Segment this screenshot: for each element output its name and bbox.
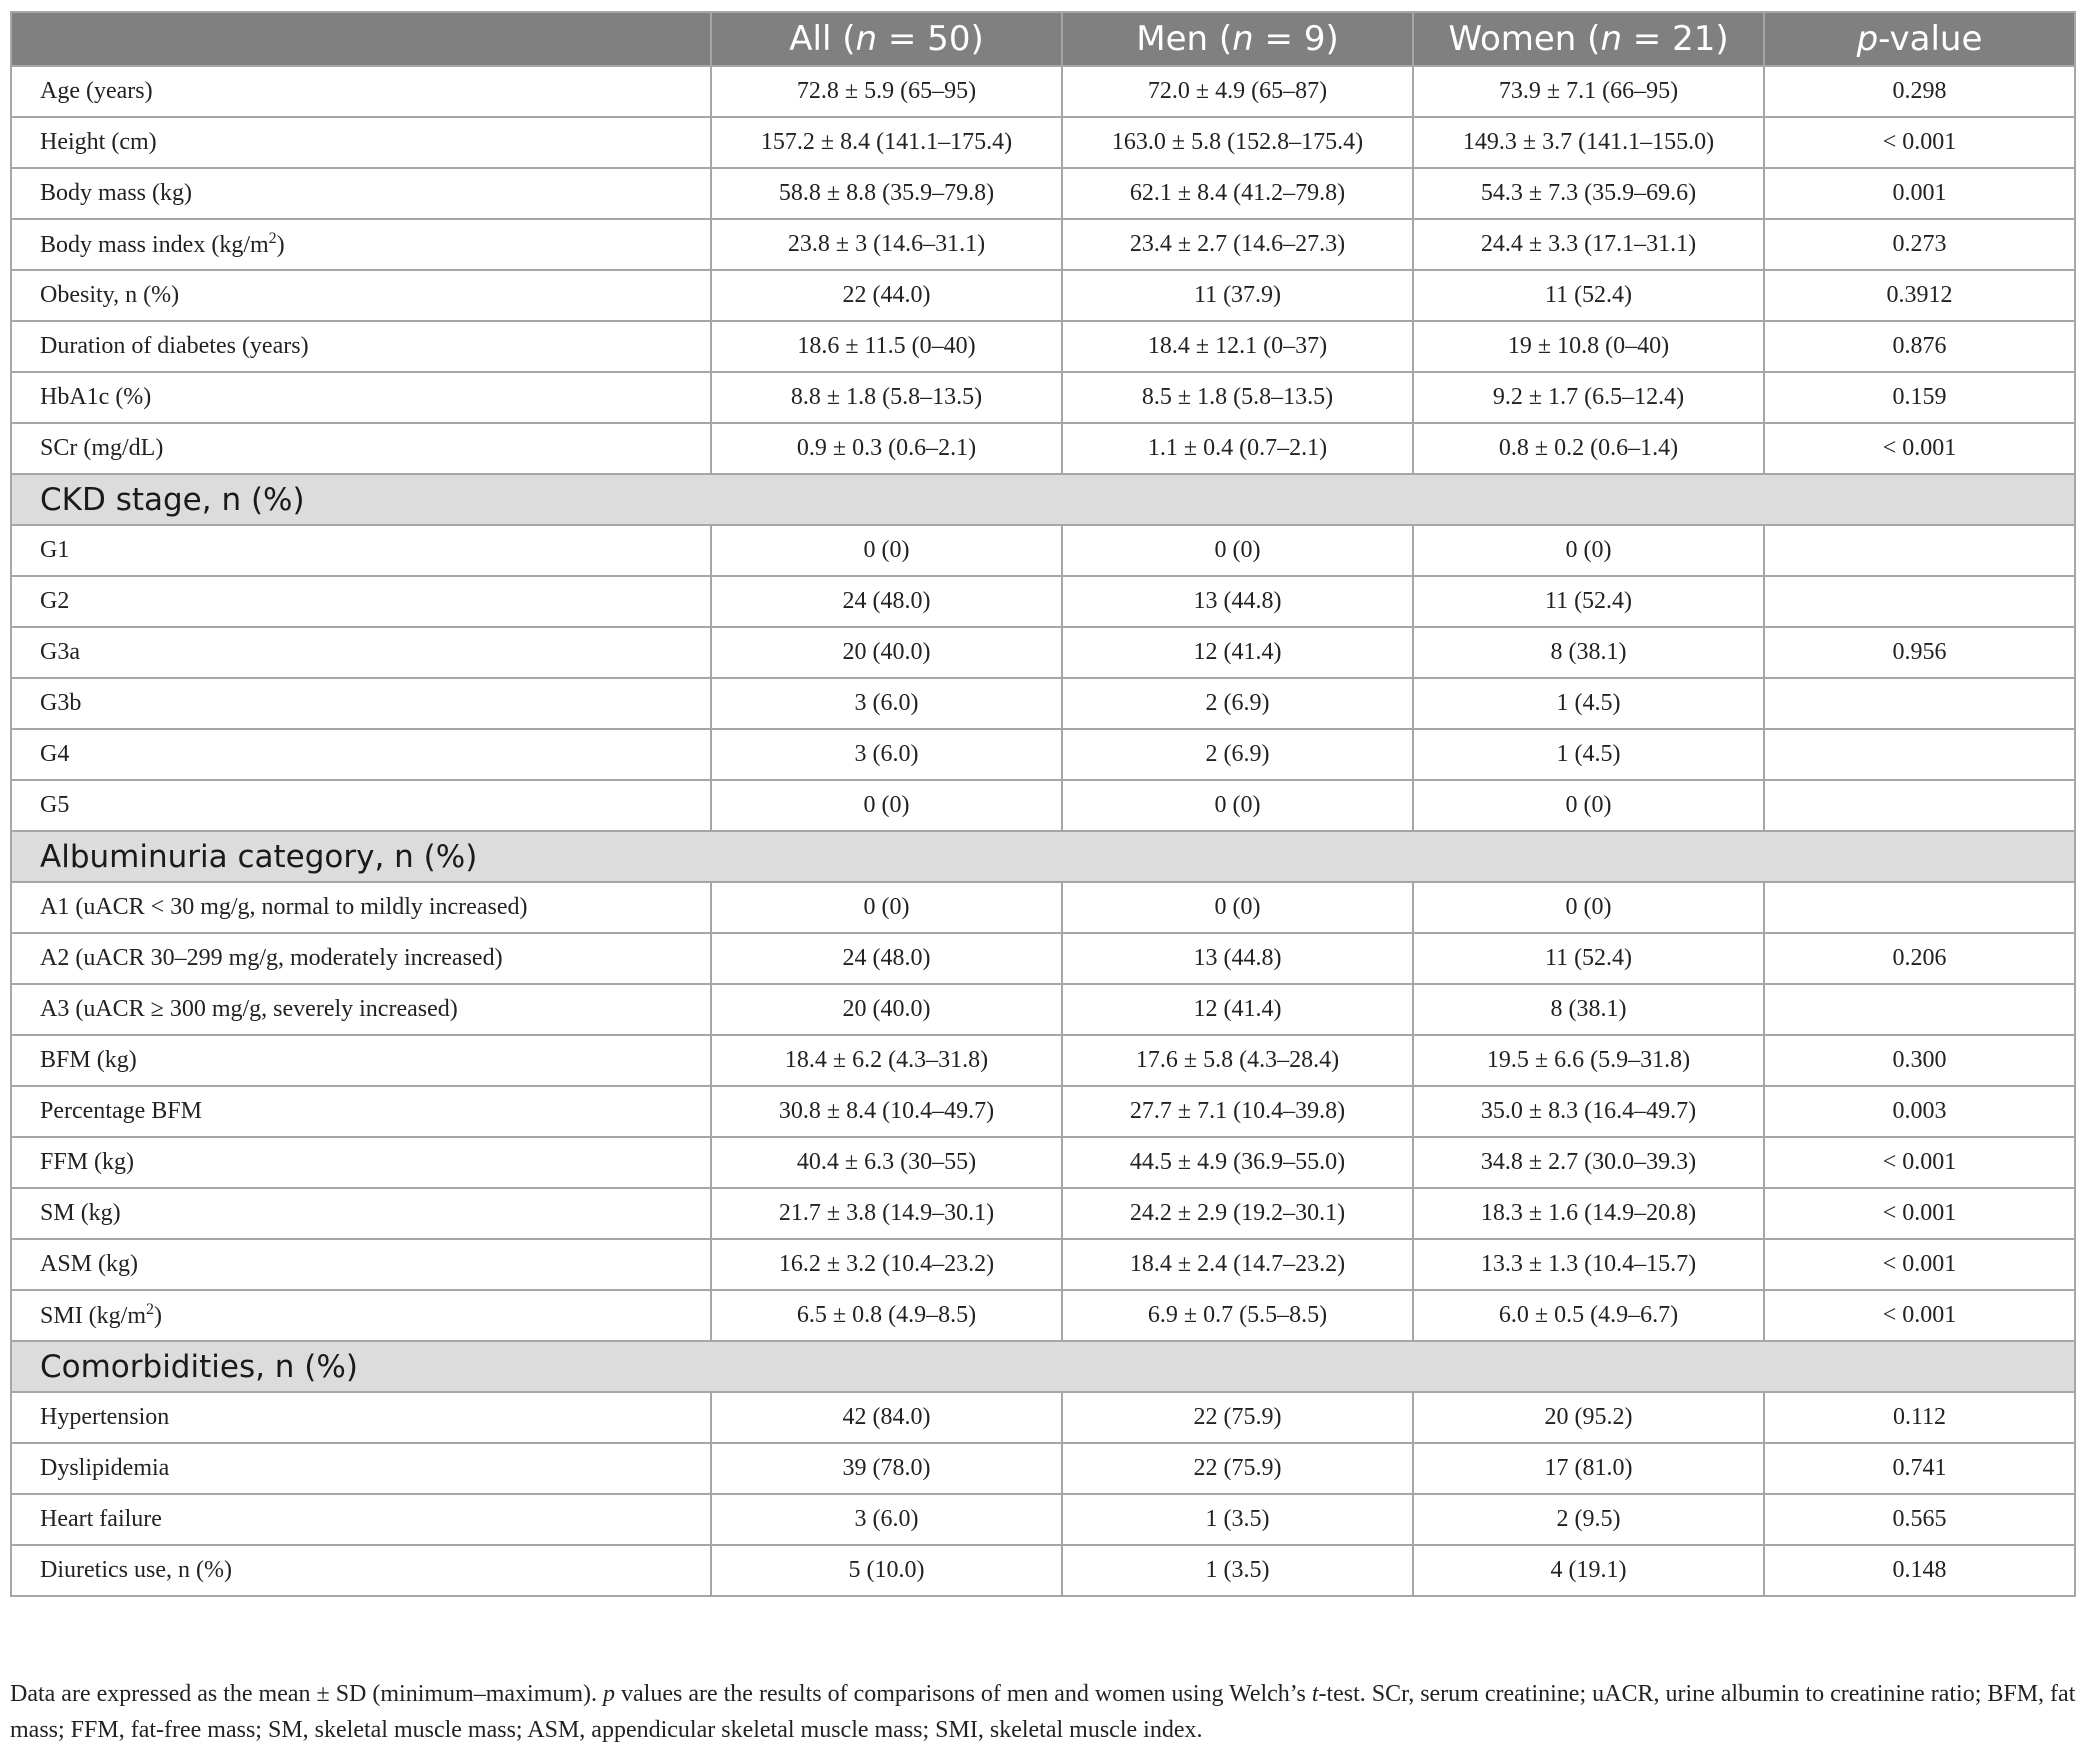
row-label: SMI $(kg/m^2)$ — [11, 1290, 711, 1341]
table-row — [11, 1086, 2075, 1137]
cell-p-value: 0.003 — [1764, 1086, 2075, 1137]
cell-all: 20 (40.0) — [711, 984, 1062, 1035]
cell-women: 6.0 ± 0.5 (4.9–6.7) — [1413, 1290, 1764, 1341]
cell-p-value — [1764, 729, 2075, 780]
cell-women: 24.4 ± 3.3 (17.1–31.1) — [1413, 219, 1764, 270]
cell-all: 157.2 ± 8.4 (141.1–175.4) — [711, 117, 1062, 168]
cell-men: 12 (41.4) — [1062, 984, 1413, 1035]
cell-all: 23.8 ± 3 (14.6–31.1) — [711, 219, 1062, 270]
cell-men: 72.0 ± 4.9 (65–87) — [1062, 66, 1413, 117]
cell-all: 0 (0) — [711, 525, 1062, 576]
cell-women: 8 (38.1) — [1413, 627, 1764, 678]
row-label: SM (kg) — [11, 1188, 711, 1239]
cell-all: 18.4 ± 6.2 (4.3–31.8) — [711, 1035, 1062, 1086]
row-label: G5 — [11, 780, 711, 831]
cell-all: 16.2 ± 3.2 (10.4–23.2) — [711, 1239, 1062, 1290]
row-label: G2 — [11, 576, 711, 627]
cell-p-value — [1764, 984, 2075, 1035]
section-title: CKD stage, n (%) — [11, 474, 2075, 525]
cell-men: 0 (0) — [1062, 882, 1413, 933]
table-row — [11, 576, 2075, 627]
cell-women: 11 (52.4) — [1413, 576, 1764, 627]
table-row — [11, 525, 2075, 576]
cell-men: 2 (6.9) — [1062, 729, 1413, 780]
cell-p-value — [1764, 525, 2075, 576]
row-label: Age (years) — [11, 66, 711, 117]
cell-all: 0 (0) — [711, 780, 1062, 831]
cell-all: 21.7 ± 3.8 (14.9–30.1) — [711, 1188, 1062, 1239]
cell-women: 0 (0) — [1413, 882, 1764, 933]
section-title: Comorbidities, n (%) — [11, 1341, 2075, 1392]
cell-men: 0 (0) — [1062, 525, 1413, 576]
cell-women: 1 (4.5) — [1413, 678, 1764, 729]
cell-all: 6.5 ± 0.8 (4.9–8.5) — [711, 1290, 1062, 1341]
header-cell-p-value: p-value — [1764, 12, 2075, 66]
cell-men: 24.2 ± 2.9 (19.2–30.1) — [1062, 1188, 1413, 1239]
section-header-row — [11, 1341, 2075, 1392]
table-row — [11, 1443, 2075, 1494]
cell-all: 72.8 ± 5.9 (65–95) — [711, 66, 1062, 117]
cell-p-value: 0.298 — [1764, 66, 2075, 117]
cell-all: 39 (78.0) — [711, 1443, 1062, 1494]
footnote-text: -test. SCr, serum creatinine; uACR, urine albumin to creatinine ratio; BFM, fat mass; FFM, fat-free mass; SM, skeletal muscle mass; ASM, appendicular skeletal muscle mass; SMI, skeletal muscle index. — [10, 1681, 2076, 1743]
table-row — [11, 1239, 2075, 1290]
cell-women: 9.2 ± 1.7 (6.5–12.4) — [1413, 372, 1764, 423]
cell-men: 8.5 ± 1.8 (5.8–13.5) — [1062, 372, 1413, 423]
header-cell-men: Men (n = 9) — [1062, 12, 1413, 66]
cell-p-value: < 0.001 — [1764, 117, 2075, 168]
cell-p-value: 0.565 — [1764, 1494, 2075, 1545]
row-label: G3b — [11, 678, 711, 729]
table-row — [11, 780, 2075, 831]
cell-men: 22 (75.9) — [1062, 1392, 1413, 1443]
cell-p-value: 0.159 — [1764, 372, 2075, 423]
cell-all: 0.9 ± 0.3 (0.6–2.1) — [711, 423, 1062, 474]
cell-women: 4 (19.1) — [1413, 1545, 1764, 1596]
table-row — [11, 1494, 2075, 1545]
table-row — [11, 372, 2075, 423]
row-label: Percentage BFM — [11, 1086, 711, 1137]
row-label: BFM (kg) — [11, 1035, 711, 1086]
cell-women: 19 ± 10.8 (0–40) — [1413, 321, 1764, 372]
table-row — [11, 627, 2075, 678]
table-footnote — [10, 1676, 2076, 1748]
table-body — [11, 66, 2075, 1596]
cell-women: 11 (52.4) — [1413, 270, 1764, 321]
cell-all: 22 (44.0) — [711, 270, 1062, 321]
cell-men: 163.0 ± 5.8 (152.8–175.4) — [1062, 117, 1413, 168]
row-label: Diuretics use, n (%) — [11, 1545, 711, 1596]
cell-women: 20 (95.2) — [1413, 1392, 1764, 1443]
cell-p-value: < 0.001 — [1764, 1239, 2075, 1290]
row-label: G1 — [11, 525, 711, 576]
cell-men: 13 (44.8) — [1062, 933, 1413, 984]
row-label: FFM (kg) — [11, 1137, 711, 1188]
cell-women: 11 (52.4) — [1413, 933, 1764, 984]
cell-p-value: 0.741 — [1764, 1443, 2075, 1494]
row-label: Heart failure — [11, 1494, 711, 1545]
cell-p-value: 0.112 — [1764, 1392, 2075, 1443]
table-row — [11, 1392, 2075, 1443]
cell-women: 73.9 ± 7.1 (66–95) — [1413, 66, 1764, 117]
table-row — [11, 423, 2075, 474]
header-cell-all: All (n = 50) — [711, 12, 1062, 66]
cell-women: 54.3 ± 7.3 (35.9–69.6) — [1413, 168, 1764, 219]
cell-women: 0.8 ± 0.2 (0.6–1.4) — [1413, 423, 1764, 474]
cell-men: 18.4 ± 2.4 (14.7–23.2) — [1062, 1239, 1413, 1290]
cell-p-value — [1764, 678, 2075, 729]
cell-men: 23.4 ± 2.7 (14.6–27.3) — [1062, 219, 1413, 270]
header-cell-women: Women (n = 21) — [1413, 12, 1764, 66]
cell-men: 6.9 ± 0.7 (5.5–8.5) — [1062, 1290, 1413, 1341]
cell-all: 42 (84.0) — [711, 1392, 1062, 1443]
cell-men: 18.4 ± 12.1 (0–37) — [1062, 321, 1413, 372]
cell-men: 0 (0) — [1062, 780, 1413, 831]
table-row — [11, 984, 2075, 1035]
table-row — [11, 168, 2075, 219]
cell-all: 0 (0) — [711, 882, 1062, 933]
cell-women: 8 (38.1) — [1413, 984, 1764, 1035]
cell-men: 1.1 ± 0.4 (0.7–2.1) — [1062, 423, 1413, 474]
table-row — [11, 1035, 2075, 1086]
row-label: A2 (uACR 30–299 mg/g, moderately increased) — [11, 933, 711, 984]
cell-women: 1 (4.5) — [1413, 729, 1764, 780]
section-header-row — [11, 474, 2075, 525]
cell-all: 8.8 ± 1.8 (5.8–13.5) — [711, 372, 1062, 423]
cell-men: 22 (75.9) — [1062, 1443, 1413, 1494]
row-label: Body mass index $(kg/m^2)$ — [11, 219, 711, 270]
cell-men: 62.1 ± 8.4 (41.2–79.8) — [1062, 168, 1413, 219]
cell-p-value: < 0.001 — [1764, 1137, 2075, 1188]
cell-p-value: < 0.001 — [1764, 1188, 2075, 1239]
table-row — [11, 117, 2075, 168]
cell-p-value: 0.300 — [1764, 1035, 2075, 1086]
cell-p-value: 0.3912 — [1764, 270, 2075, 321]
row-label: SCr (mg/dL) — [11, 423, 711, 474]
cell-p-value: 0.148 — [1764, 1545, 2075, 1596]
table-row — [11, 270, 2075, 321]
cell-women: 2 (9.5) — [1413, 1494, 1764, 1545]
section-header-row — [11, 831, 2075, 882]
cell-p-value: 0.273 — [1764, 219, 2075, 270]
cell-p-value — [1764, 576, 2075, 627]
row-label: ASM (kg) — [11, 1239, 711, 1290]
cell-p-value — [1764, 780, 2075, 831]
table-row — [11, 1188, 2075, 1239]
cell-p-value: < 0.001 — [1764, 423, 2075, 474]
row-label: A1 (uACR < 30 mg/g, normal to mildly increased) — [11, 882, 711, 933]
cell-all: 18.6 ± 11.5 (0–40) — [711, 321, 1062, 372]
cell-women: 0 (0) — [1413, 525, 1764, 576]
cell-p-value: 0.206 — [1764, 933, 2075, 984]
footnote-text: Data are expressed as the mean ± SD (minimum–maximum). — [10, 1681, 604, 1707]
cell-women: 17 (81.0) — [1413, 1443, 1764, 1494]
table-row — [11, 882, 2075, 933]
cell-all: 3 (6.0) — [711, 1494, 1062, 1545]
cell-all: 3 (6.0) — [711, 678, 1062, 729]
row-label: Dyslipidemia — [11, 1443, 711, 1494]
cell-all: 24 (48.0) — [711, 933, 1062, 984]
cell-p-value: < 0.001 — [1764, 1290, 2075, 1341]
cell-women: 19.5 ± 6.6 (5.9–31.8) — [1413, 1035, 1764, 1086]
cell-women: 18.3 ± 1.6 (14.9–20.8) — [1413, 1188, 1764, 1239]
header-cell-label — [11, 12, 711, 66]
row-label: Body mass (kg) — [11, 168, 711, 219]
row-label: G3a — [11, 627, 711, 678]
row-label: A3 (uACR ≥ 300 mg/g, severely increased) — [11, 984, 711, 1035]
table-row — [11, 933, 2075, 984]
footnote-text: values are the results of comparisons of men and women using Welch’s — [615, 1681, 1312, 1707]
cell-all: 58.8 ± 8.8 (35.9–79.8) — [711, 168, 1062, 219]
cell-p-value: 0.956 — [1764, 627, 2075, 678]
row-label: Obesity, n (%) — [11, 270, 711, 321]
header-row — [11, 12, 2075, 66]
cell-men: 1 (3.5) — [1062, 1545, 1413, 1596]
table-row — [11, 219, 2075, 270]
table-row — [11, 1137, 2075, 1188]
footnote-text: t — [1311, 1681, 1319, 1707]
table-row — [11, 66, 2075, 117]
cell-women: 35.0 ± 8.3 (16.4–49.7) — [1413, 1086, 1764, 1137]
row-label: Hypertension — [11, 1392, 711, 1443]
cell-women: 34.8 ± 2.7 (30.0–39.3) — [1413, 1137, 1764, 1188]
cell-men: 27.7 ± 7.1 (10.4–39.8) — [1062, 1086, 1413, 1137]
table-row — [11, 1545, 2075, 1596]
row-label: G4 — [11, 729, 711, 780]
cell-women: 149.3 ± 3.7 (141.1–155.0) — [1413, 117, 1764, 168]
cell-men: 1 (3.5) — [1062, 1494, 1413, 1545]
table-row — [11, 678, 2075, 729]
row-label: Duration of diabetes (years) — [11, 321, 711, 372]
cell-women: 0 (0) — [1413, 780, 1764, 831]
cell-all: 5 (10.0) — [711, 1545, 1062, 1596]
cell-men: 44.5 ± 4.9 (36.9–55.0) — [1062, 1137, 1413, 1188]
cell-p-value — [1764, 882, 2075, 933]
cell-p-value: 0.001 — [1764, 168, 2075, 219]
table-row — [11, 1290, 2075, 1341]
cell-all: 24 (48.0) — [711, 576, 1062, 627]
table-row — [11, 729, 2075, 780]
cell-p-value: 0.876 — [1764, 321, 2075, 372]
cell-all: 30.8 ± 8.4 (10.4–49.7) — [711, 1086, 1062, 1137]
cell-men: 17.6 ± 5.8 (4.3–28.4) — [1062, 1035, 1413, 1086]
row-label: HbA1c (%) — [11, 372, 711, 423]
footnote-text: p — [603, 1681, 616, 1707]
section-title: Albuminuria category, n (%) — [11, 831, 2075, 882]
cell-men: 11 (37.9) — [1062, 270, 1413, 321]
cell-women: 13.3 ± 1.3 (10.4–15.7) — [1413, 1239, 1764, 1290]
cell-all: 40.4 ± 6.3 (30–55) — [711, 1137, 1062, 1188]
row-label: Height (cm) — [11, 117, 711, 168]
cell-men: 2 (6.9) — [1062, 678, 1413, 729]
characteristics-table — [10, 11, 2076, 1597]
cell-all: 3 (6.0) — [711, 729, 1062, 780]
table-row — [11, 321, 2075, 372]
cell-men: 12 (41.4) — [1062, 627, 1413, 678]
cell-all: 20 (40.0) — [711, 627, 1062, 678]
cell-men: 13 (44.8) — [1062, 576, 1413, 627]
table-container — [10, 11, 2074, 1597]
